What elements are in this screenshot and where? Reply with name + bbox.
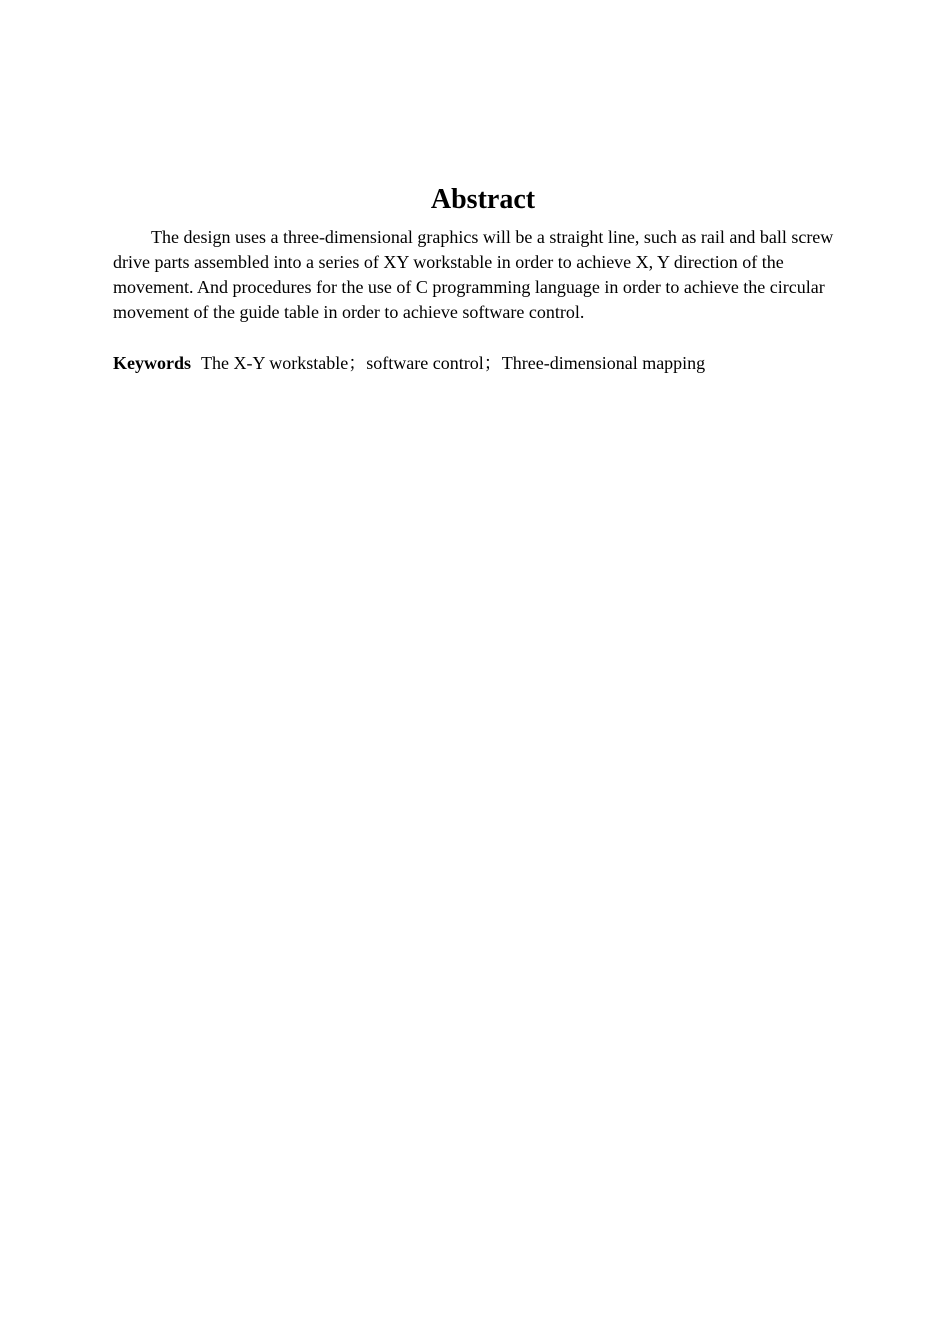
keywords-text: The X-Y workstable；software control；Three-dimensional mapping (201, 353, 706, 373)
keywords-label: Keywords (113, 353, 191, 373)
abstract-body: The design uses a three-dimensional graphics will be a straight line, such as rail and ball screw drive parts assembled into a series of XY workstable in order to achieve X, Y direction of the movement. And procedures for the use of C programming language in order to achieve the circular movement of the guide table in order to achieve software control. (113, 227, 834, 322)
abstract-section (113, 183, 853, 376)
abstract-title: Abstract (430, 184, 536, 215)
keywords-line (113, 351, 853, 376)
